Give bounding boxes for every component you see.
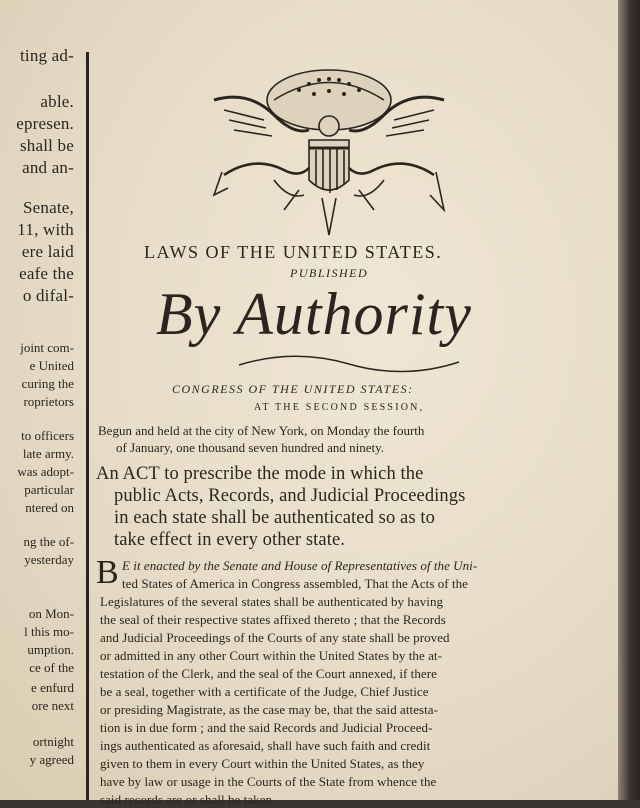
left-fragment: ng the of- <box>23 534 74 549</box>
left-fragment: ore next <box>31 698 74 713</box>
left-fragment: curing the <box>21 376 74 391</box>
left-fragment: 11, with <box>17 220 74 239</box>
laws-title: LAWS OF THE UNITED STATES. <box>144 242 443 262</box>
left-fragment: ce of the <box>29 660 74 675</box>
left-fragment: Senate, <box>23 198 74 217</box>
begun-line: Begun and held at the city of New York, on Monday the fourth <box>98 423 425 438</box>
left-fragment: on Mon- <box>28 606 74 621</box>
left-fragment: and an- <box>22 158 74 177</box>
body-line: said records are or shall be taken. <box>100 792 276 807</box>
left-fragment: ting ad- <box>19 46 74 65</box>
left-fragment: joint com- <box>20 340 74 355</box>
left-fragment: yesterday <box>24 552 74 567</box>
left-fragment: was adopt- <box>17 464 74 479</box>
body-line: and Judicial Proceedings of the Courts of any state shall be proved <box>100 630 450 645</box>
act-title-line: An ACT to prescribe the mode in which the <box>96 464 424 484</box>
body-line: testation of the Clerk, and the seal of the Court annexed, if there <box>100 666 437 681</box>
body-line: Legislatures of the several states shall be authenticated by having <box>100 594 444 609</box>
body-line: the seal of their respective states affixed thereto ; that the Records <box>100 612 446 627</box>
left-fragment: ntered on <box>25 500 74 515</box>
left-column <box>0 44 80 800</box>
body-line: or admitted in any other Court within the United States by the at- <box>100 648 442 663</box>
act-title-line: in each state shall be authenticated so as to <box>114 508 435 528</box>
session-label: AT THE SECOND SESSION, <box>254 402 425 413</box>
left-fragment: ere laid <box>21 242 74 261</box>
left-fragment: epresen. <box>16 114 74 133</box>
left-fragment: e enfurd <box>31 680 74 695</box>
body-line: be a seal, together with a certificate of the Judge, Chief Justice <box>100 684 429 699</box>
left-fragment: roprietors <box>23 394 74 409</box>
page-edge <box>618 0 640 800</box>
left-fragment: ortnight <box>32 734 74 749</box>
body-line: or presiding Magistrate, as the case may be, that the said attesta- <box>100 702 438 717</box>
by-authority-heading: By Authority <box>156 281 472 347</box>
act-title-line: public Acts, Records, and Judicial Proceedings <box>114 486 466 506</box>
left-fragment: able. <box>40 92 74 111</box>
left-fragment: to officers <box>21 428 74 443</box>
left-fragment: shall be <box>19 136 74 155</box>
body-line: given to them in every Court within the United States, as they <box>100 756 425 771</box>
begun-line: of January, one thousand seven hundred and ninety. <box>116 440 384 455</box>
left-fragment: particular <box>24 482 74 497</box>
left-fragment: e United <box>29 358 74 373</box>
left-fragment: l this mo- <box>24 624 74 639</box>
eagle-emblem-icon <box>204 60 454 240</box>
body-line: tion is in due form ; and the said Records and Judicial Proceed- <box>100 720 433 735</box>
left-fragment: late army. <box>22 446 74 461</box>
column-rule <box>86 52 89 800</box>
body-line: ings authenticated as aforesaid, shall have such faith and credit <box>100 738 431 753</box>
drop-cap: B <box>96 554 119 591</box>
main-column <box>94 0 614 807</box>
left-fragment: umption. <box>27 642 74 657</box>
left-fragment: eafe the <box>19 264 74 283</box>
congress-heading: CONGRESS OF THE UNITED STATES: <box>172 382 414 396</box>
left-fragment: y agreed <box>29 752 74 767</box>
act-title-line: take effect in every other state. <box>114 530 346 550</box>
left-fragment: o difal- <box>22 286 74 305</box>
body-line: have by law or usage in the Courts of the State from whence the <box>100 774 437 789</box>
body-line: ted States of America in Congress assembled, That the Acts of the <box>122 576 468 591</box>
flourish-icon <box>234 350 464 380</box>
body-line: E it enacted by the Senate and House of Representatives of the Uni- <box>122 558 478 573</box>
published-label: PUBLISHED <box>290 266 369 280</box>
